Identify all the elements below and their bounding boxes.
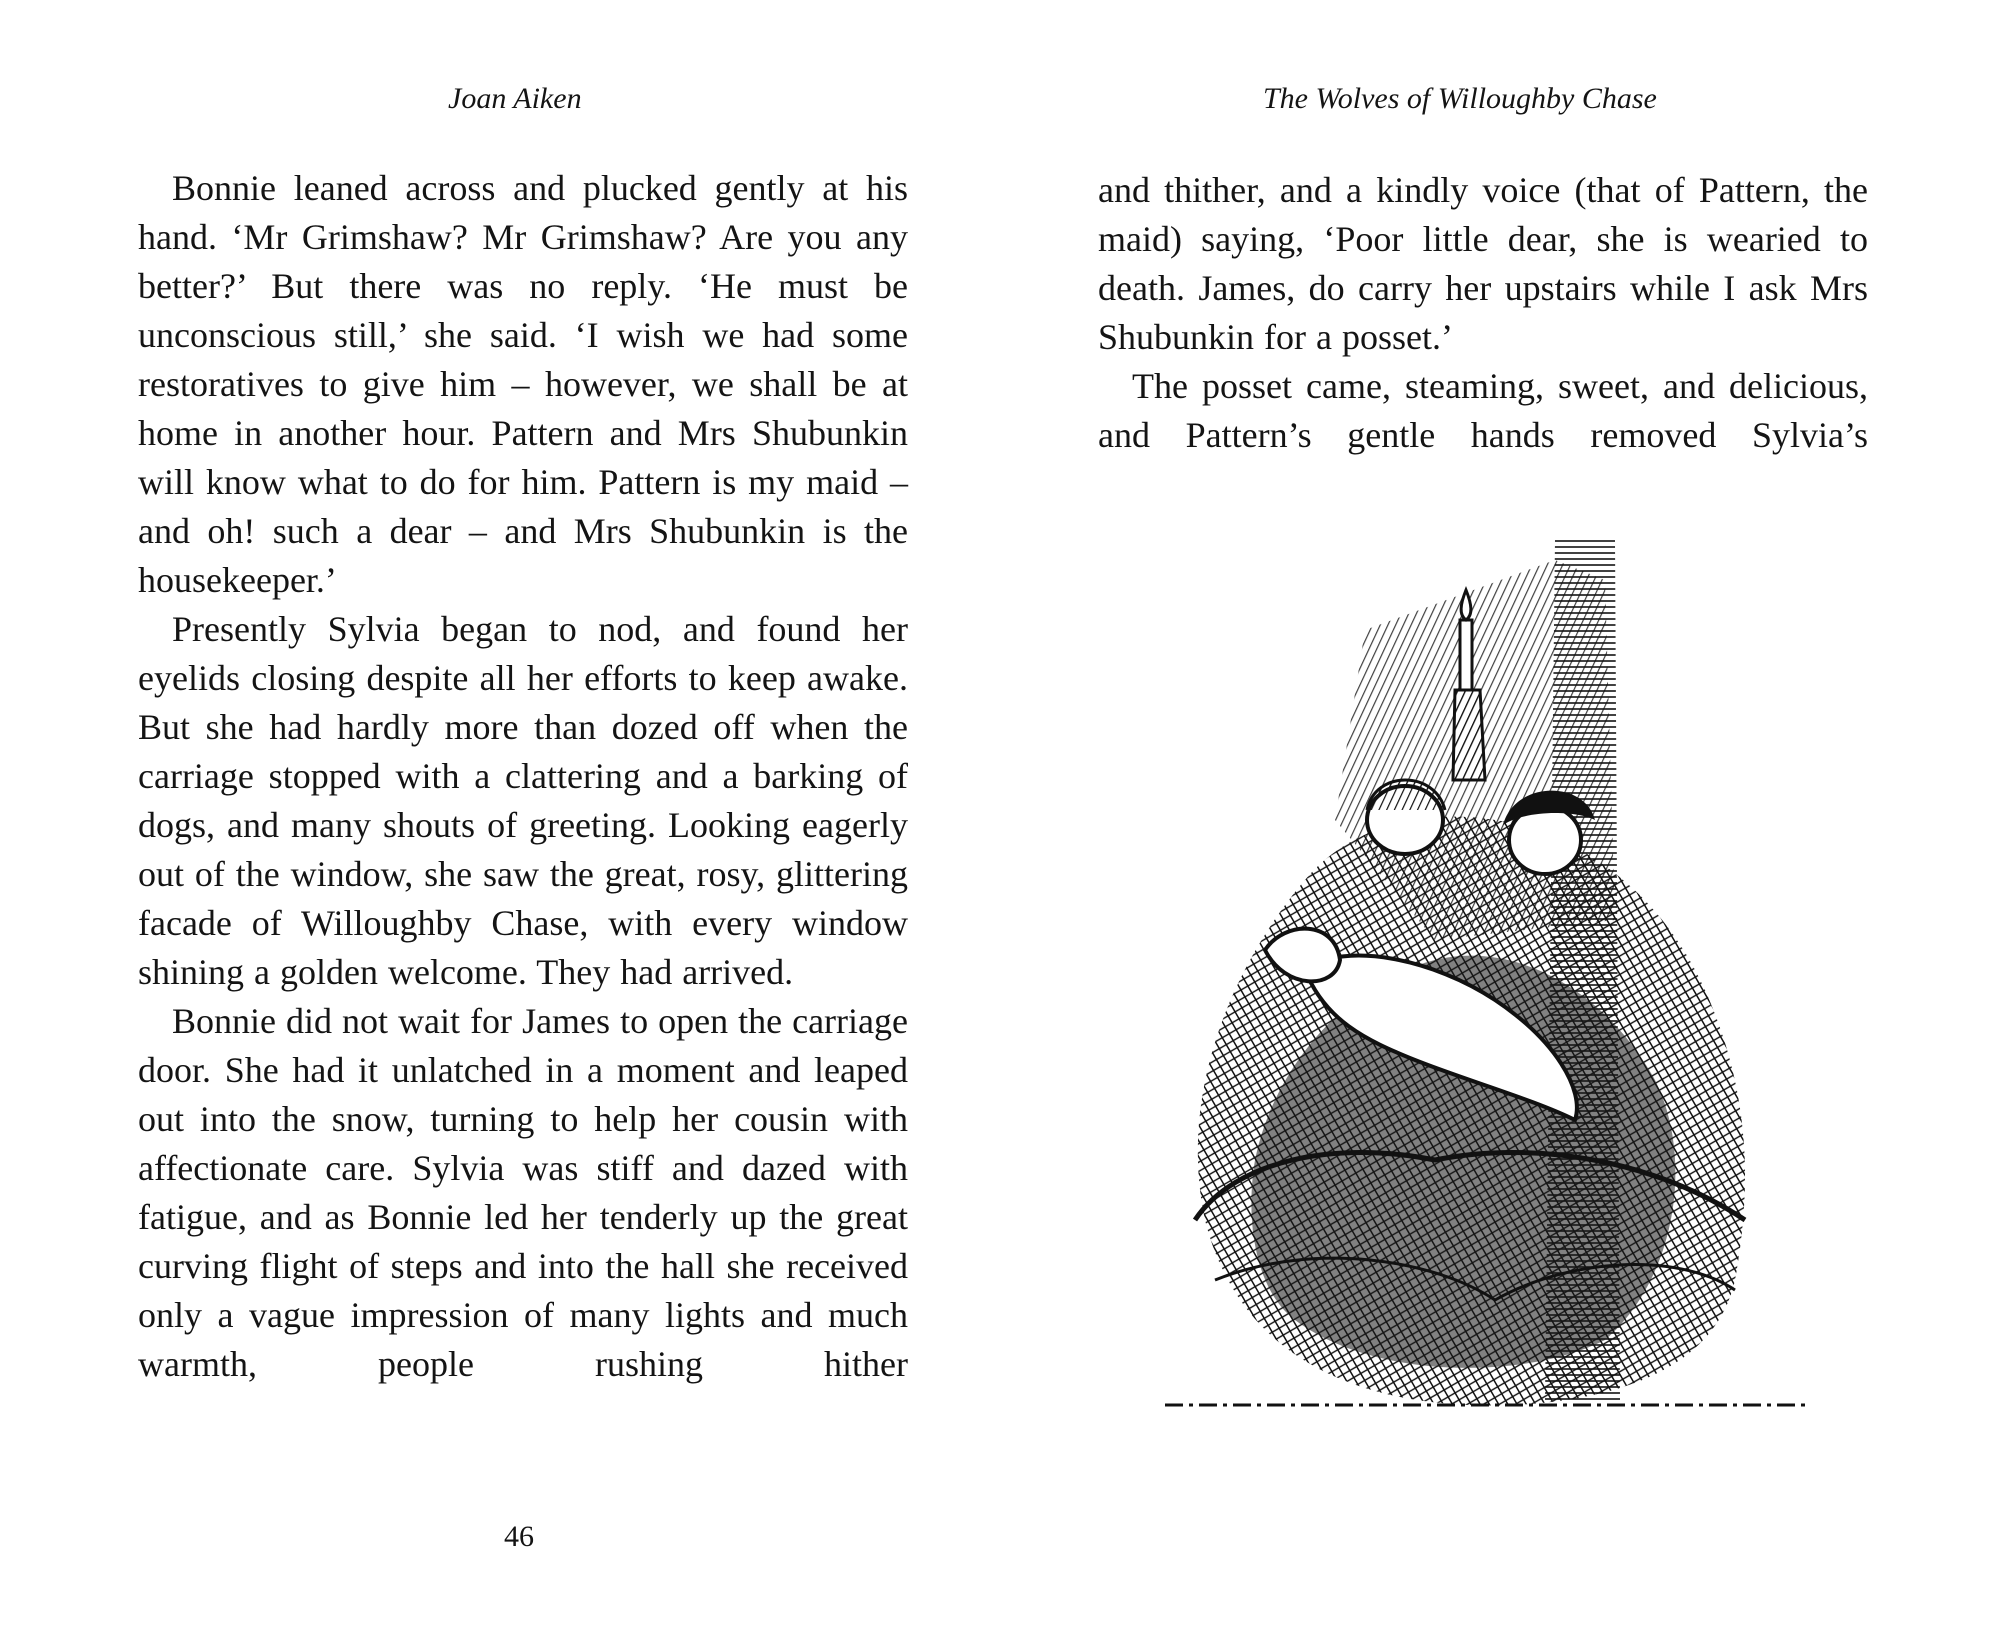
paragraph: The posset came, steaming, sweet, and delicious, and Pattern’s gentle hands removed Sylvia’s xyxy=(1098,366,1868,455)
right-page-text xyxy=(1098,166,1868,460)
right-page xyxy=(1000,0,2000,1627)
paragraph: Bonnie did not wait for James to open the carriage door. She had it unlatched in a moment and leaped out into the snow, turning to help her cousin with affectionate care. Sylvia was stiff and dazed with fatigue, and as Bonnie led her tenderly up the great curving flight of steps and into the hall she received only a vague impression of many lights and much warmth, people rushing hither xyxy=(138,1001,908,1384)
paragraph: Bonnie leaned across and plucked gently at his hand. ‘Mr Grimshaw? Mr Grimshaw? Are you any better?’ But there was no reply. ‘He must be unconscious still,’ she said. ‘I wish we had some restoratives to give him – however, we shall be at home in another hour. Pattern and Mrs Shubunkin will know what to do for him. Pattern is my maid – and oh! such a dear – and Mrs Shubunkin is the housekeeper.’ xyxy=(138,168,908,600)
running-head-title: The Wolves of Willoughby Chase xyxy=(1263,82,1657,115)
page-number: 46 xyxy=(504,1520,534,1553)
left-page-text xyxy=(138,164,908,1389)
running-head-author: Joan Aiken xyxy=(448,82,582,115)
paragraph: Presently Sylvia began to nod, and found her eyelids closing despite all her efforts to keep awake. But she had hardly more than dozed off when the carriage stopped with a clattering and a barking of dogs, and many shouts of greeting. Looking eagerly out of the window, she saw the great, rosy, glittering facade of Willoughby Chase, with every window shining a golden welcome. They had arrived. xyxy=(138,609,908,992)
paragraph: and thither, and a kindly voice (that of Pattern, the maid) saying, ‘Poor little dear, she is wearied to death. James, do carry her upstairs while I ask Mrs Shubunkin for a posset.’ xyxy=(1098,170,1868,357)
pen-and-ink-illustration xyxy=(1135,520,1835,1440)
